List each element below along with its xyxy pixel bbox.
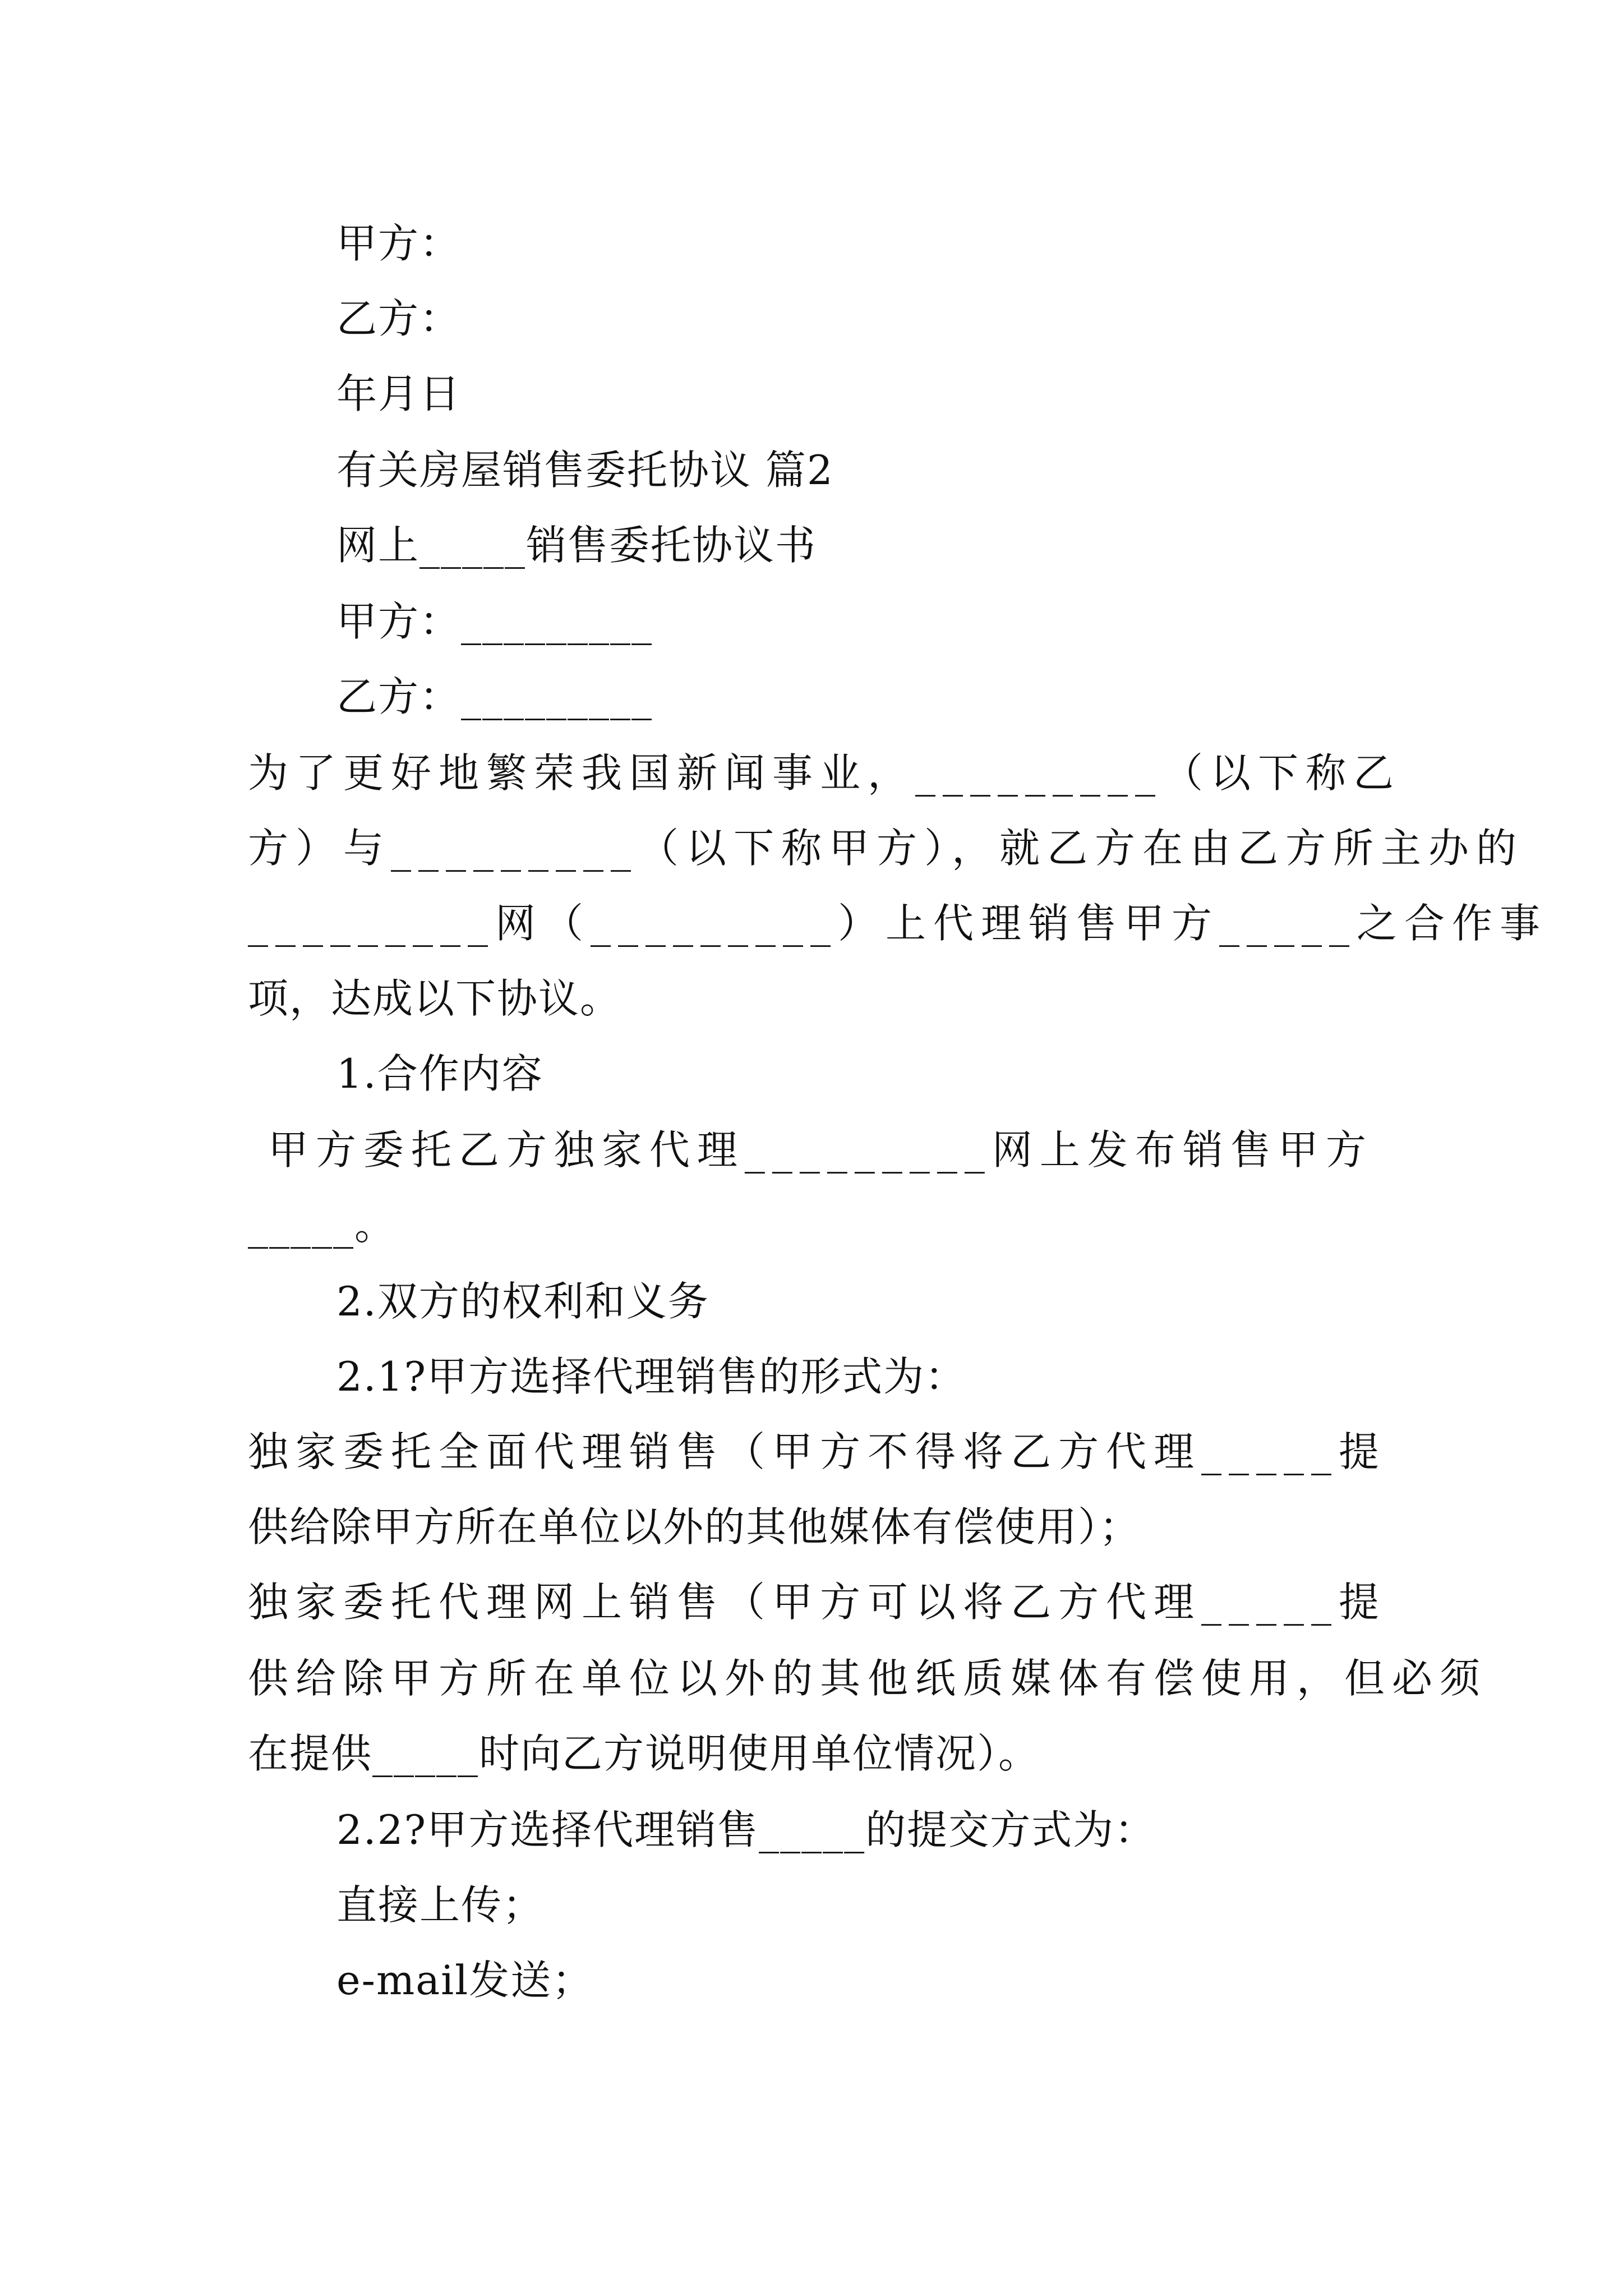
paragraph-line: 甲方委托乙方独家代理_________网上发布销售甲方 xyxy=(248,1126,1373,1174)
clause-subheading: 2.2?甲方选择代理销售_____的提交方式为： xyxy=(336,1806,1156,1853)
party-b-line: 乙方： xyxy=(336,295,462,342)
paragraph-line: 供给除甲方所在单位以外的其他媒体有偿使用）； xyxy=(248,1503,1141,1550)
clause-heading: 1.合作内容 xyxy=(336,1050,543,1097)
party-a-line: 甲方： xyxy=(336,220,462,267)
paragraph-line: _________网（_________）上代理销售甲方_____之合作事 xyxy=(248,900,1548,947)
section-title: 有关房屋销售委托协议 篇2 xyxy=(336,447,834,494)
paragraph-line: 独家委托全面代理销售（甲方不得将乙方代理_____提 xyxy=(248,1428,1387,1475)
paragraph-line: 方）与_________（以下称甲方），就乙方在由乙方所主办的 xyxy=(248,825,1524,872)
paragraph-line: 在提供_____时向乙方说明使用单位情况）。 xyxy=(248,1730,1040,1777)
paragraph-line: _____。 xyxy=(248,1202,396,1249)
clause-heading: 2.双方的权利和义务 xyxy=(336,1278,709,1325)
agreement-title: 网上_____销售委托协议书 xyxy=(336,522,817,569)
paragraph-line: 项，达成以下协议。 xyxy=(248,975,622,1022)
paragraph-line: 独家委托代理网上销售（甲方可以将乙方代理_____提 xyxy=(248,1579,1387,1626)
paragraph-line: 为了更好地繁荣我国新闻事业，_________（以下称乙 xyxy=(248,749,1401,797)
clause-subheading: 2.1?甲方选择代理销售的形式为： xyxy=(336,1353,967,1400)
option-line: e-mail发送； xyxy=(336,1957,594,2004)
party-a-blank-line: 甲方：_________ xyxy=(336,598,653,645)
party-b-blank-line: 乙方：_________ xyxy=(336,673,653,720)
date-line: 年月日 xyxy=(336,370,462,417)
paragraph-line: 供给除甲方所在单位以外的其他纸质媒体有偿使用，但必须 xyxy=(248,1655,1488,1702)
option-line: 直接上传； xyxy=(336,1881,545,1929)
